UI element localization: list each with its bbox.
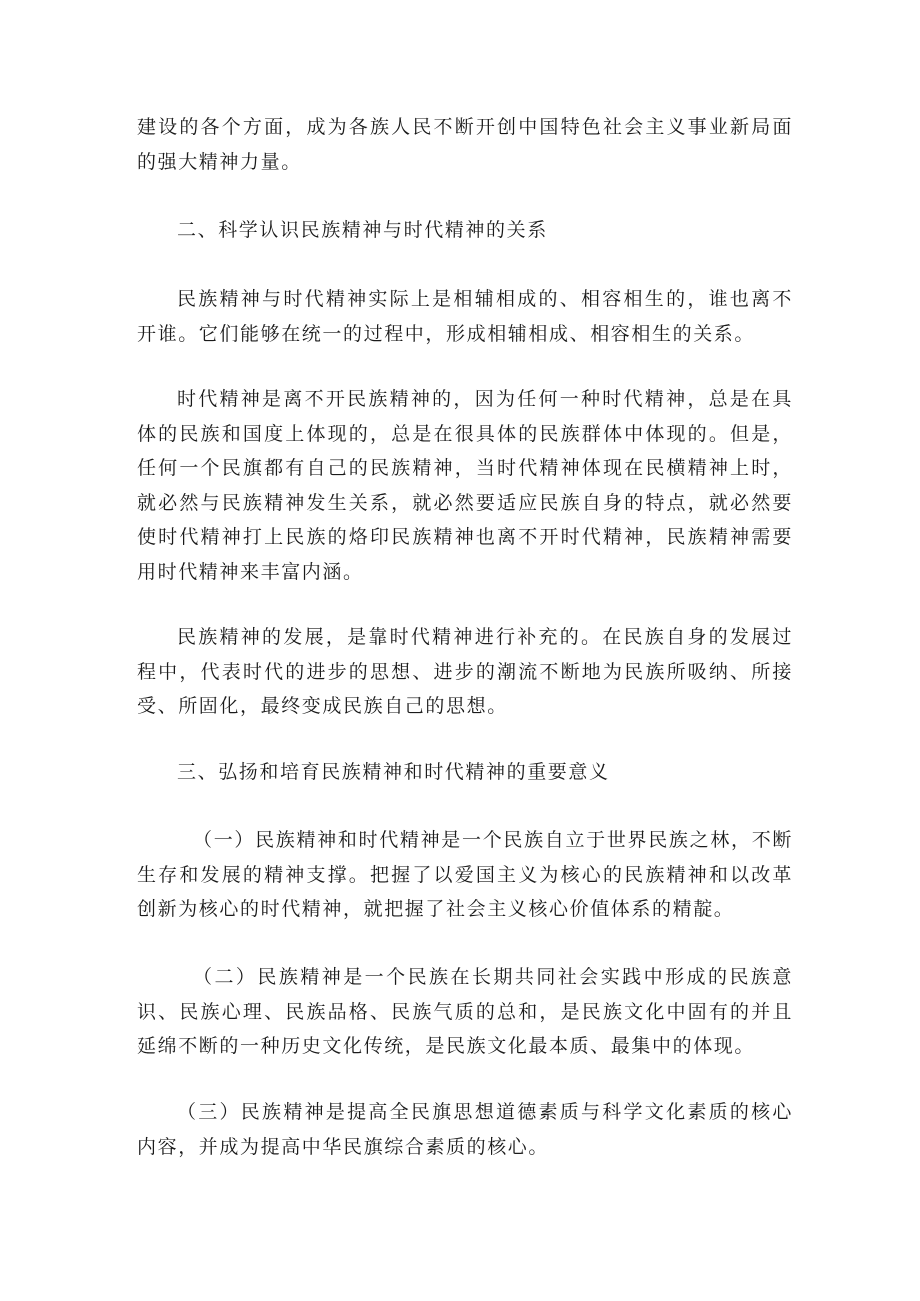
- paragraph: 民族精神的发展，是靠时代精神进行补充的。在民族自身的发展过程中，代表时代的进步的思想、进步的潮流不断地为民族所吸纳、所接受、所固化，最终变成民族自己的思想。: [137, 626, 793, 717]
- list-item-1: （一）民族精神和时代精神是一个民族自立于世界民族之林，不断生存和发展的精神支撑。把握了以爱国主义为核心的民族精神和以改革创新为核心的时代精神，就把握了社会主义核心价值体系的精靛。: [137, 829, 793, 920]
- section-heading-3: 三、弘扬和培育民族精神和时代精神的重要意义: [177, 761, 610, 783]
- section-heading-2: 二、科学认识民族精神与时代精神的关系: [177, 219, 548, 241]
- list-item-3: （三）民族精神是提高全民旗思想道德素质与科学文化素质的核心内容，并成为提高中华民旗综合素质的核心。: [137, 1101, 793, 1158]
- paragraph-continuation: 建设的各个方面，成为各族人民不断开创中国特色社会主义事业新局面的强大精神力量。: [137, 116, 793, 173]
- paragraph: 民族精神与时代精神实际上是相辅相成的、相容相生的，谁也离不开谁。它们能够在统一的过程中，形成相辅相成、相容相生的关系。: [137, 288, 793, 345]
- paragraph: 时代精神是离不开民族精神的，因为任何一种时代精神，总是在具体的民族和国度上体现的，总是在很具体的民族群体中体现的。但是，任何一个民旗都有自己的民族精神，当时代精神体现在民横精神上时，就必然与民族精神发生关系，就必然要适应民族自身的特点，就必然要使时代精神打上民族的烙印民族精神也离不开时代精神，民族精神需要用时代精神来丰富内涵。: [137, 388, 793, 583]
- list-item-2: （二）民族精神是一个民族在长期共同社会实践中形成的民族意识、民族心理、民族品格、民族气质的总和，是民族文化中固有的并且延绵不断的一种历史文化传统，是民族文化最本质、最集中的体现。: [137, 966, 793, 1057]
